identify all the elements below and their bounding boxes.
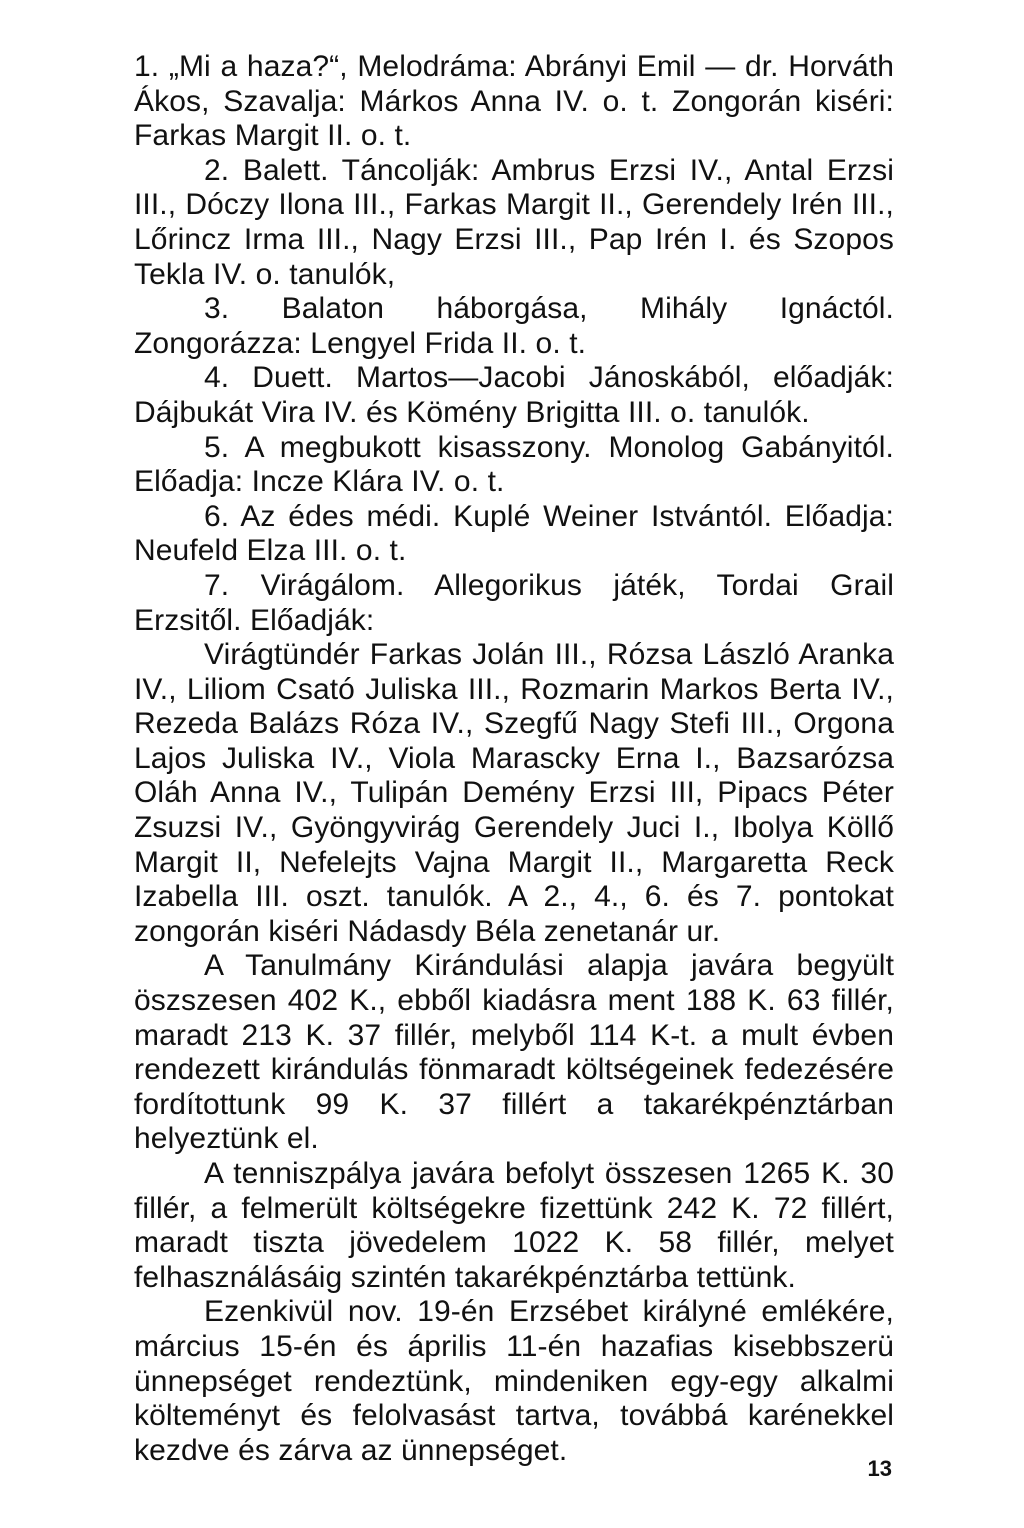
program-item-2: 2. Balett. Táncolják: Ambrus Erzsi IV., Antal Erzsi III., Dóczy Ilona III., Farkas Margit II., Gerendely Irén III., Lőrincz Irma III., Nagy Erzsi III., Pap Irén I. és Szopos Tekla IV. o. tanulók, (134, 153, 894, 291)
body-text (134, 50, 894, 1468)
program-item-7: 7. Virágálom. Allegorikus játék, Tordai Grail Erzsitől. Előadják: (134, 568, 894, 637)
page-number: 13 (867, 1456, 892, 1481)
program-item-4: 4. Duett. Martos—Jacobi Jánoskából, előadják: Dájbukát Vira IV. és Kömény Brigitta III. o. tanulók. (134, 361, 894, 429)
paragraph-excursion-fund: A Tanulmány Kirándulási alapja javára begyült öszszesen 402 K., ebből kiadásra ment 188 K. 63 fillér, maradt 213 K. 37 fillér, melyből 114 K-t. a mult évben rendezett kirándulás fönmaradt költségeinek fedezésére fordítottunk 99 K. 37 fillért a takarékpénztárban helyeztünk el. (134, 949, 894, 1156)
paragraph-celebrations: Ezenkivül nov. 19-én Erzsébet királyné emlékére, március 15-én és április 11-én hazafias kisebbszerü ünnepséget rendeztünk, mindeniken egy-egy alkalmi költeményt és felolvasást tartva, továbbá karénekkel kezdve és zárva az ünnepséget. (134, 1295, 894, 1467)
program-item-6: 6. Az édes médi. Kuplé Weiner Istvántól. Előadja: Neufeld Elza III. o. t. (134, 499, 894, 568)
paragraph-tennis-court: A tenniszpálya javára befolyt összesen 1265 K. 30 fillér, a felmerült költségekre fizettünk 242 K. 72 fillért, maradt tiszta jövedelem 1022 K. 58 fillér, melyet felhasználásáig szintén takarékpénztárba tettünk. (134, 1157, 894, 1294)
program-item-5: 5. A megbukott kisasszony. Monolog Gabányitól. Előadja: Incze Klára IV. o. t. (134, 430, 894, 499)
cast-list: Virágtündér Farkas Jolán III., Rózsa László Aranka IV., Liliom Csató Juliska III., Rozmarin Markos Berta IV., Rezeda Balázs Róza IV., Szegfű Nagy Stefi III., Orgona Lajos Juliska IV., Viola Marascky Erna I., Bazsarózsa Oláh Anna IV., Tulipán Demény Erzsi III, Pipacs Péter Zsuzsi IV., Gyöngyvirág Gerendely Juci I., Ibolya Köllő Margit II, Nefelejts Vajna Margit II., Margaretta Reck Izabella III. oszt. tanulók. A 2., 4., 6. és 7. pontokat zongorán kiséri Nádasdy Béla zenetanár ur. (134, 638, 894, 948)
program-item-3: 3. Balaton háborgása, Mihály Ignáctól. Zongorázza: Lengyel Frida II. o. t. (134, 292, 894, 360)
program-item-1: 1. „Mi a haza?“, Melodráma: Abrányi Emil — dr. Horváth Ákos, Szavalja: Márkos Anna IV. o. t. Zongorán kiséri: Farkas Margit II. o. t. (134, 50, 894, 153)
